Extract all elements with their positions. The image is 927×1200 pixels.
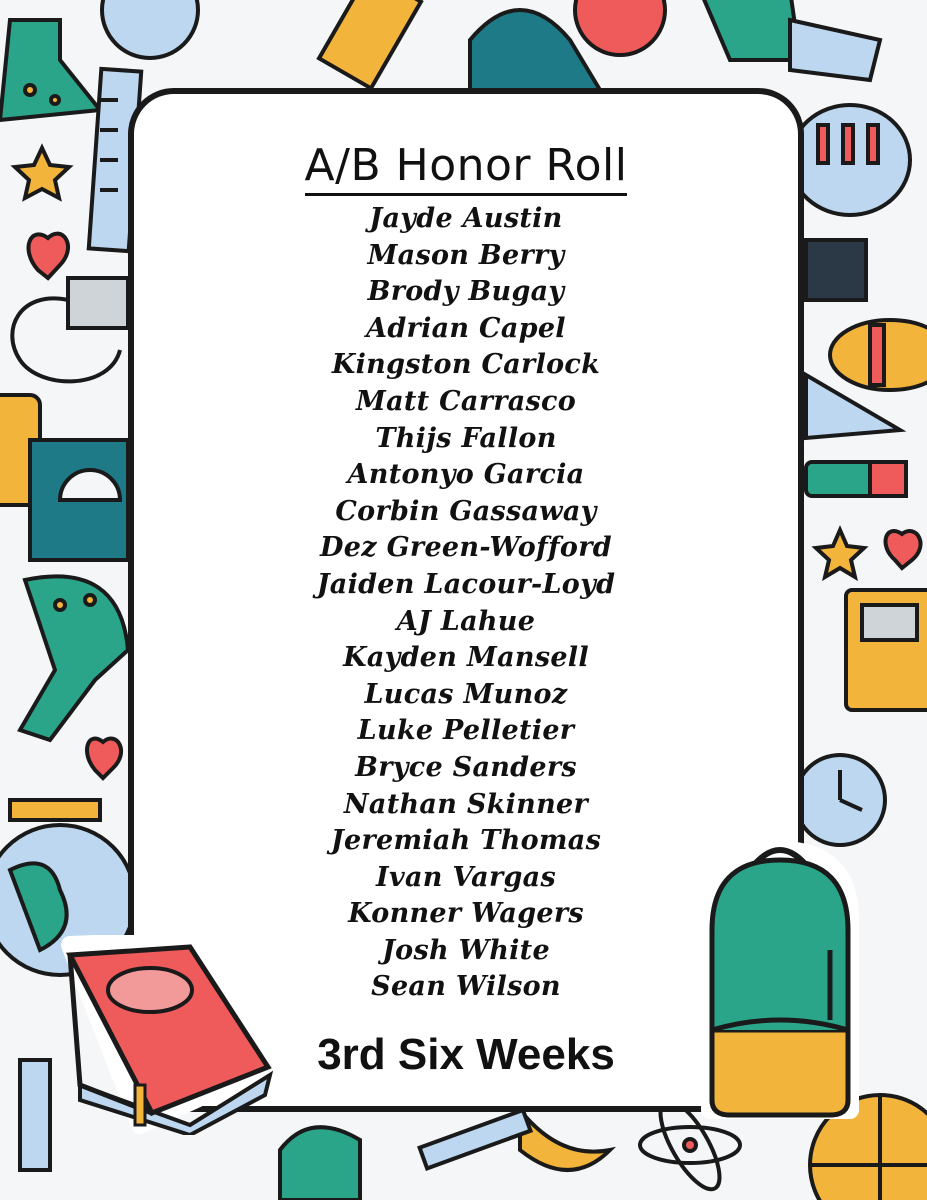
flask-icon	[280, 1127, 360, 1200]
list-item: Dez Green-Wofford	[320, 532, 612, 564]
list-item: Sean Wilson	[371, 971, 561, 1003]
book-icon	[40, 935, 280, 1135]
list-item: Luke Pelletier	[357, 715, 575, 747]
list-item: Jeremiah Thomas	[330, 825, 602, 857]
list-item: Konner Wagers	[348, 898, 584, 930]
calculator-icon	[846, 590, 927, 710]
list-item: Bryce Sanders	[355, 751, 577, 783]
list-item: Corbin Gassaway	[335, 495, 597, 527]
speech-bubble-icon	[790, 105, 910, 215]
list-item: Kayden Mansell	[343, 642, 589, 674]
marker-icon	[806, 462, 906, 496]
list-item: Jaiden Lacour-Loyd	[316, 568, 616, 600]
page-title	[128, 140, 804, 191]
list-item: Mason Berry	[367, 239, 565, 271]
list-item: Lucas Munoz	[364, 678, 568, 710]
list-item: Ivan Vargas	[376, 861, 556, 893]
football-icon	[830, 320, 927, 390]
period-label: 3rd Six Weeks	[317, 1030, 615, 1079]
list-item: Josh White	[382, 934, 550, 966]
list-item: Antonyo Garcia	[347, 459, 585, 491]
protractor-icon	[30, 440, 128, 560]
list-item: Nathan Skinner	[343, 788, 589, 820]
list-item: Matt Carrasco	[355, 385, 577, 417]
list-item: Kingston Carlock	[331, 349, 601, 381]
backpack-icon	[690, 830, 870, 1130]
list-item: Thijs Fallon	[375, 422, 557, 454]
list-item: Adrian Capel	[366, 312, 566, 344]
list-item: Brody Bugay	[367, 276, 565, 308]
title-text: A/B Honor Roll	[305, 140, 628, 196]
list-item: Jayde Austin	[369, 203, 563, 234]
list-item: AJ Lahue	[396, 605, 536, 637]
binder-clip-icon	[806, 240, 866, 300]
